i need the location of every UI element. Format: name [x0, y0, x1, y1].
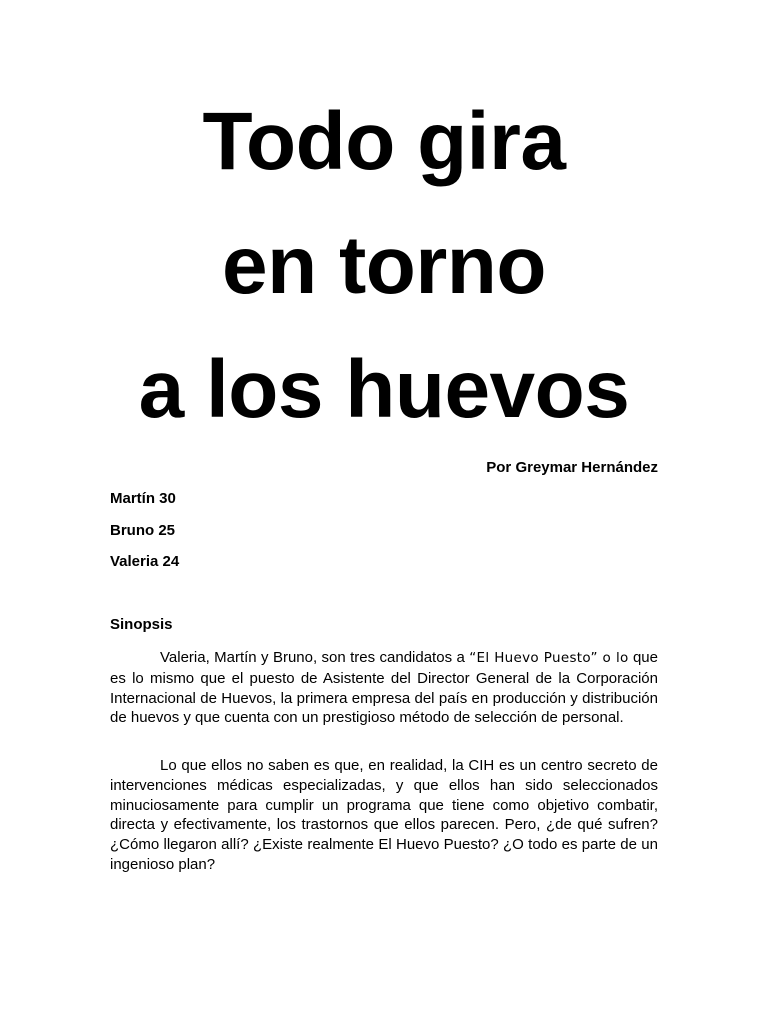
document-title — [0, 80, 768, 452]
synopsis-paragraph-2: Lo que ellos no saben es que, en realidad, la CIH es un centro secreto de intervenciones médicas especializadas, y que ellos han sido seleccionados minuciosamente para cumplir un programa que tiene como objetivo combatir, directa y efectivamente, los trastornos que ellos parecen. Pero, ¿de qué sufren? ¿Cómo llegaron allí? ¿Existe realmente El Huevo Puesto? ¿O todo es parte de un ingenioso plan? — [110, 757, 658, 873]
character-valeria: Valeria 24 — [110, 553, 180, 570]
author-byline: Por Greymar Hernández — [486, 459, 658, 476]
title-line-3: a los huevos — [138, 344, 630, 435]
paragraph-1-text-end: que es lo mismo que el puesto de Asistente del Director General de la Corporación Internacional de Huevos, la primera empresa del país en producción y distribución de huevos y que cuenta con un prestigioso método de selección de personal. — [110, 649, 658, 727]
paragraph-1-text-start: Valeria, Martín y Bruno, son tres candidatos a — [160, 649, 470, 666]
title-line-2: en torno — [222, 220, 546, 311]
synopsis-paragraph-1 — [110, 648, 658, 728]
character-martin: Martín 30 — [110, 490, 176, 507]
title-line-1: Todo gira — [202, 96, 566, 187]
paragraph-1-quoted-text: “El Huevo Puesto” o lo — [469, 650, 629, 666]
section-heading-sinopsis: Sinopsis — [110, 616, 173, 633]
character-bruno: Bruno 25 — [110, 522, 176, 539]
